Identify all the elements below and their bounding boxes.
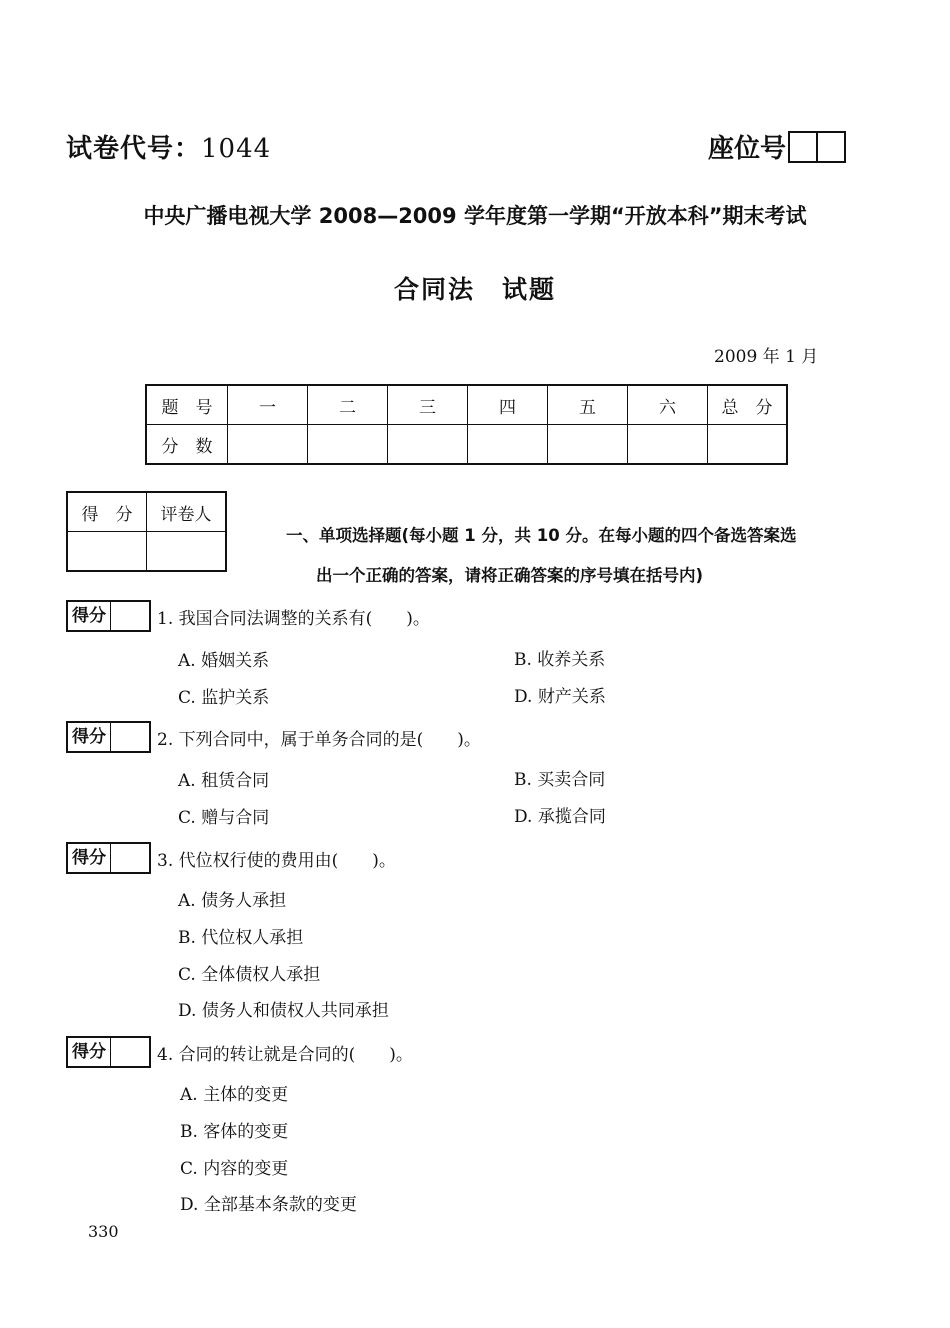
exam-code <box>66 128 271 165</box>
option-b: B. 收养关系 <box>514 650 606 670</box>
question-score-box[interactable] <box>66 1036 151 1068</box>
score-table-header-cell: 一 <box>228 385 308 425</box>
question-score-label: 得分 <box>72 727 106 747</box>
score-table-blank-cell[interactable] <box>548 425 628 465</box>
question-score-box[interactable] <box>66 842 151 874</box>
option-b: B. 买卖合同 <box>514 770 606 790</box>
grader-name-label: 评卷人 <box>147 492 227 532</box>
option-c: C. 全体债权人承担 <box>178 965 321 985</box>
grader-score-label: 得 分 <box>67 492 147 532</box>
question-score-box[interactable] <box>66 721 151 753</box>
question-4 <box>66 1036 413 1068</box>
score-table-header-cell: 三 <box>388 385 468 425</box>
option-c: C. 监护关系 <box>178 688 270 708</box>
grader-name-blank[interactable] <box>147 532 227 572</box>
exam-title: 合同法 试题 <box>393 275 556 304</box>
score-table-blank-cell[interactable] <box>628 425 708 465</box>
question-3 <box>66 842 396 874</box>
question-score-label: 得分 <box>72 848 106 868</box>
score-table-blank-cell[interactable] <box>708 425 788 465</box>
grader-table <box>66 491 227 572</box>
question-text: 2. 下列合同中，属于单务合同的是( )。 <box>157 729 481 750</box>
university-line: 中央广播电视大学 2008—2009 学年度第一学期“开放本科”期末考试 <box>143 204 807 228</box>
exam-code-value: 1044 <box>201 134 272 164</box>
option-d: D. 债务人和债权人共同承担 <box>178 1001 389 1021</box>
seat-box-cell[interactable] <box>790 133 816 161</box>
score-table-row-label: 分 数 <box>146 425 228 465</box>
score-table-header-cell: 总 分 <box>708 385 788 425</box>
score-table-blank-cell[interactable] <box>308 425 388 465</box>
score-table-header-cell: 四 <box>468 385 548 425</box>
section-one-line1: 一、单项选择题(每小题 1 分，共 10 分。在每小题的四个备选答案选 <box>286 526 797 545</box>
question-score-blank[interactable] <box>110 1038 149 1066</box>
score-table-header-cell: 题 号 <box>146 385 228 425</box>
option-b: B. 代位权人承担 <box>178 928 304 948</box>
score-table-blank-cell[interactable] <box>228 425 308 465</box>
section-one-heading <box>286 516 866 596</box>
option-c: C. 赠与合同 <box>178 808 270 828</box>
option-c: C. 内容的变更 <box>180 1159 289 1179</box>
exam-code-label: 试卷代号： <box>66 134 202 164</box>
page-number: 330 <box>88 1222 119 1241</box>
exam-date: 2009 年 1 月 <box>714 347 819 367</box>
question-text: 1. 我国合同法调整的关系有( )。 <box>157 608 430 629</box>
option-a: A. 主体的变更 <box>180 1085 289 1105</box>
score-table-header-cell: 五 <box>548 385 628 425</box>
seat-number <box>708 128 846 165</box>
option-a: A. 租赁合同 <box>178 771 270 791</box>
question-score-blank[interactable] <box>110 844 149 872</box>
score-table-blank-cell[interactable] <box>388 425 468 465</box>
option-d: D. 承揽合同 <box>514 807 606 827</box>
grader-score-blank[interactable] <box>67 532 147 572</box>
option-b: B. 客体的变更 <box>180 1122 289 1142</box>
question-text: 3. 代位权行使的费用由( )。 <box>157 850 396 871</box>
question-2 <box>66 721 481 753</box>
option-d: D. 全部基本条款的变更 <box>180 1195 357 1215</box>
question-text: 4. 合同的转让就是合同的( )。 <box>157 1044 413 1065</box>
score-table-header-row <box>146 385 787 425</box>
seat-box-cell[interactable] <box>816 133 844 161</box>
question-score-box[interactable] <box>66 600 151 632</box>
question-score-label: 得分 <box>72 606 106 626</box>
seat-number-label: 座位号 <box>708 134 787 164</box>
question-score-blank[interactable] <box>110 723 149 751</box>
option-d: D. 财产关系 <box>514 687 606 707</box>
section-one-line2: 出一个正确的答案，请将正确答案的序号填在括号内) <box>316 566 704 585</box>
score-table-header-cell: 二 <box>308 385 388 425</box>
score-table-header-cell: 六 <box>628 385 708 425</box>
score-table-blank-cell[interactable] <box>468 425 548 465</box>
score-table-score-row <box>146 425 787 465</box>
question-score-label: 得分 <box>72 1042 106 1062</box>
score-table <box>145 384 788 465</box>
seat-number-box[interactable] <box>788 131 846 163</box>
option-a: A. 债务人承担 <box>178 891 287 911</box>
option-a: A. 婚姻关系 <box>178 651 270 671</box>
question-score-blank[interactable] <box>110 602 149 630</box>
question-1 <box>66 600 430 632</box>
